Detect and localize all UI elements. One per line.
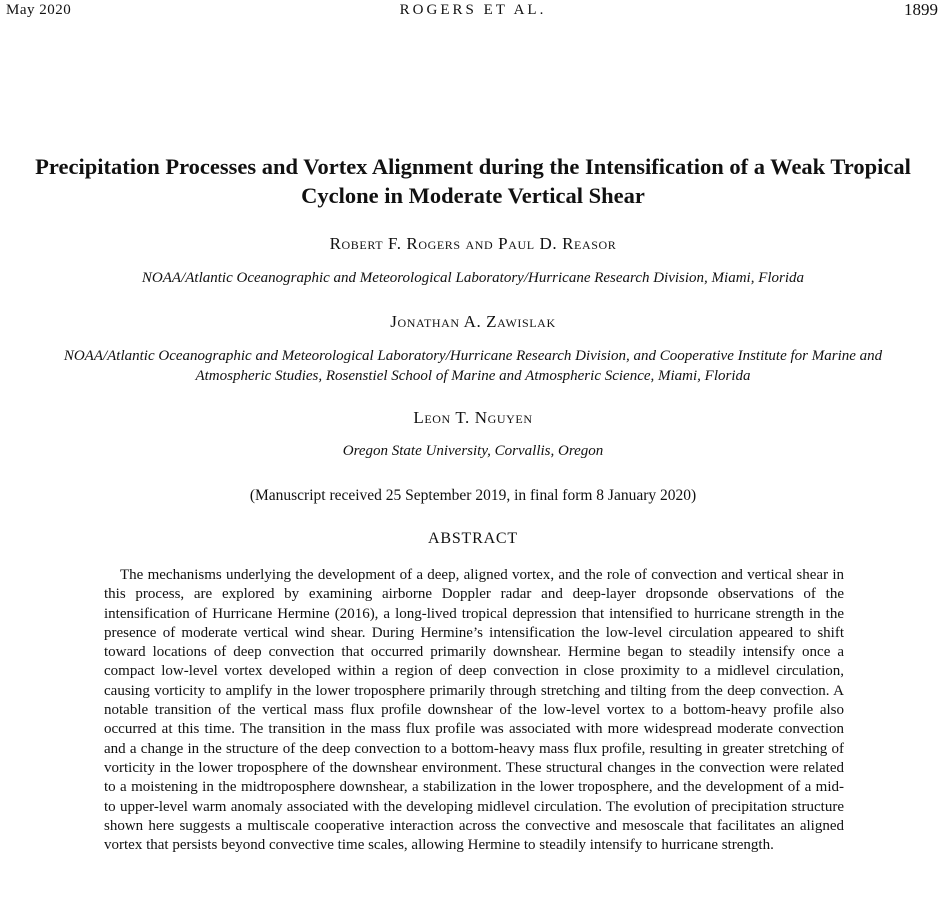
- journal-date: May 2020: [6, 2, 72, 18]
- page-number: 1899: [904, 0, 938, 19]
- paper-title: Precipitation Processes and Vortex Alignment during the Intensification of a Weak Tropical Cyclone in Moderate Vertical Shear: [35, 154, 911, 208]
- affiliation-3: Oregon State University, Corvallis, Oregon: [342, 443, 604, 459]
- abstract-text: The mechanisms underlying the development of a deep, aligned vortex, and the role of convection and vertical shear in this process, are explored by examining airborne Doppler radar and deep-layer dropsonde observations of the intensification of Hurricane Hermine (2016), a long-lived tropical depression that intensified to hurricane strength in the presence of moderate vertical wind shear. During Hermine’s intensification the low-level circulation appeared to shift toward locations of deep convection that occurred primarily downshear. Hermine began to steadily intensify once a compact low-level vortex developed within a region of deep convection in close proximity to a midlevel circulation, causing vorticity to amplify in the lower troposphere primarily through stretching and tilting from the deep convection. A notable transition of the vertical mass flux profile downshear of the low-level vortex to a bottom-heavy profile also occurred at this time. The transition in the mass flux profile was associated with more widespread moderate convection and a change in the structure of the deep convection to a bottom-heavy mass flux profile, resulting in greater stretching of vorticity in the lower troposphere of the downshear environment. These structural changes in the convection were related to a moistening in the midtroposphere downshear, a stabilization in the lower troposphere, and the development of a mid- to upper-level warm anomaly associated with the developing midlevel circulation. The evolution of precipitation structure shown here suggests a multiscale cooperative interaction across the convective and mesoscale that facilitates an aligned vortex that persists beyond convective time scales, allowing Hermine to steadily intensify to hurricane strength.: [104, 567, 844, 854]
- running-header: [0, 0, 946, 26]
- running-head-authors: ROGERS ET AL.: [399, 2, 547, 18]
- author-line-3: Leon T. Nguyen: [413, 408, 533, 427]
- affiliation-2: NOAA/Atlantic Oceanographic and Meteorological Laboratory/Hurricane Research Division, and Cooperative Institute for Marine and Atmospheric Studies, Rosenstiel School of Marine and Atmospheric Science, Miami, Florida: [63, 348, 883, 384]
- affiliation-1: NOAA/Atlantic Oceanographic and Meteorological Laboratory/Hurricane Research Division, Miami, Florida: [141, 270, 805, 286]
- manuscript-received: (Manuscript received 25 September 2019, in final form 8 January 2020): [249, 487, 697, 504]
- author-line-2: Jonathan A. Zawislak: [390, 312, 556, 331]
- author-line-1: Robert F. Rogers and Paul D. Reasor: [329, 234, 617, 253]
- abstract-heading: ABSTRACT: [428, 530, 518, 547]
